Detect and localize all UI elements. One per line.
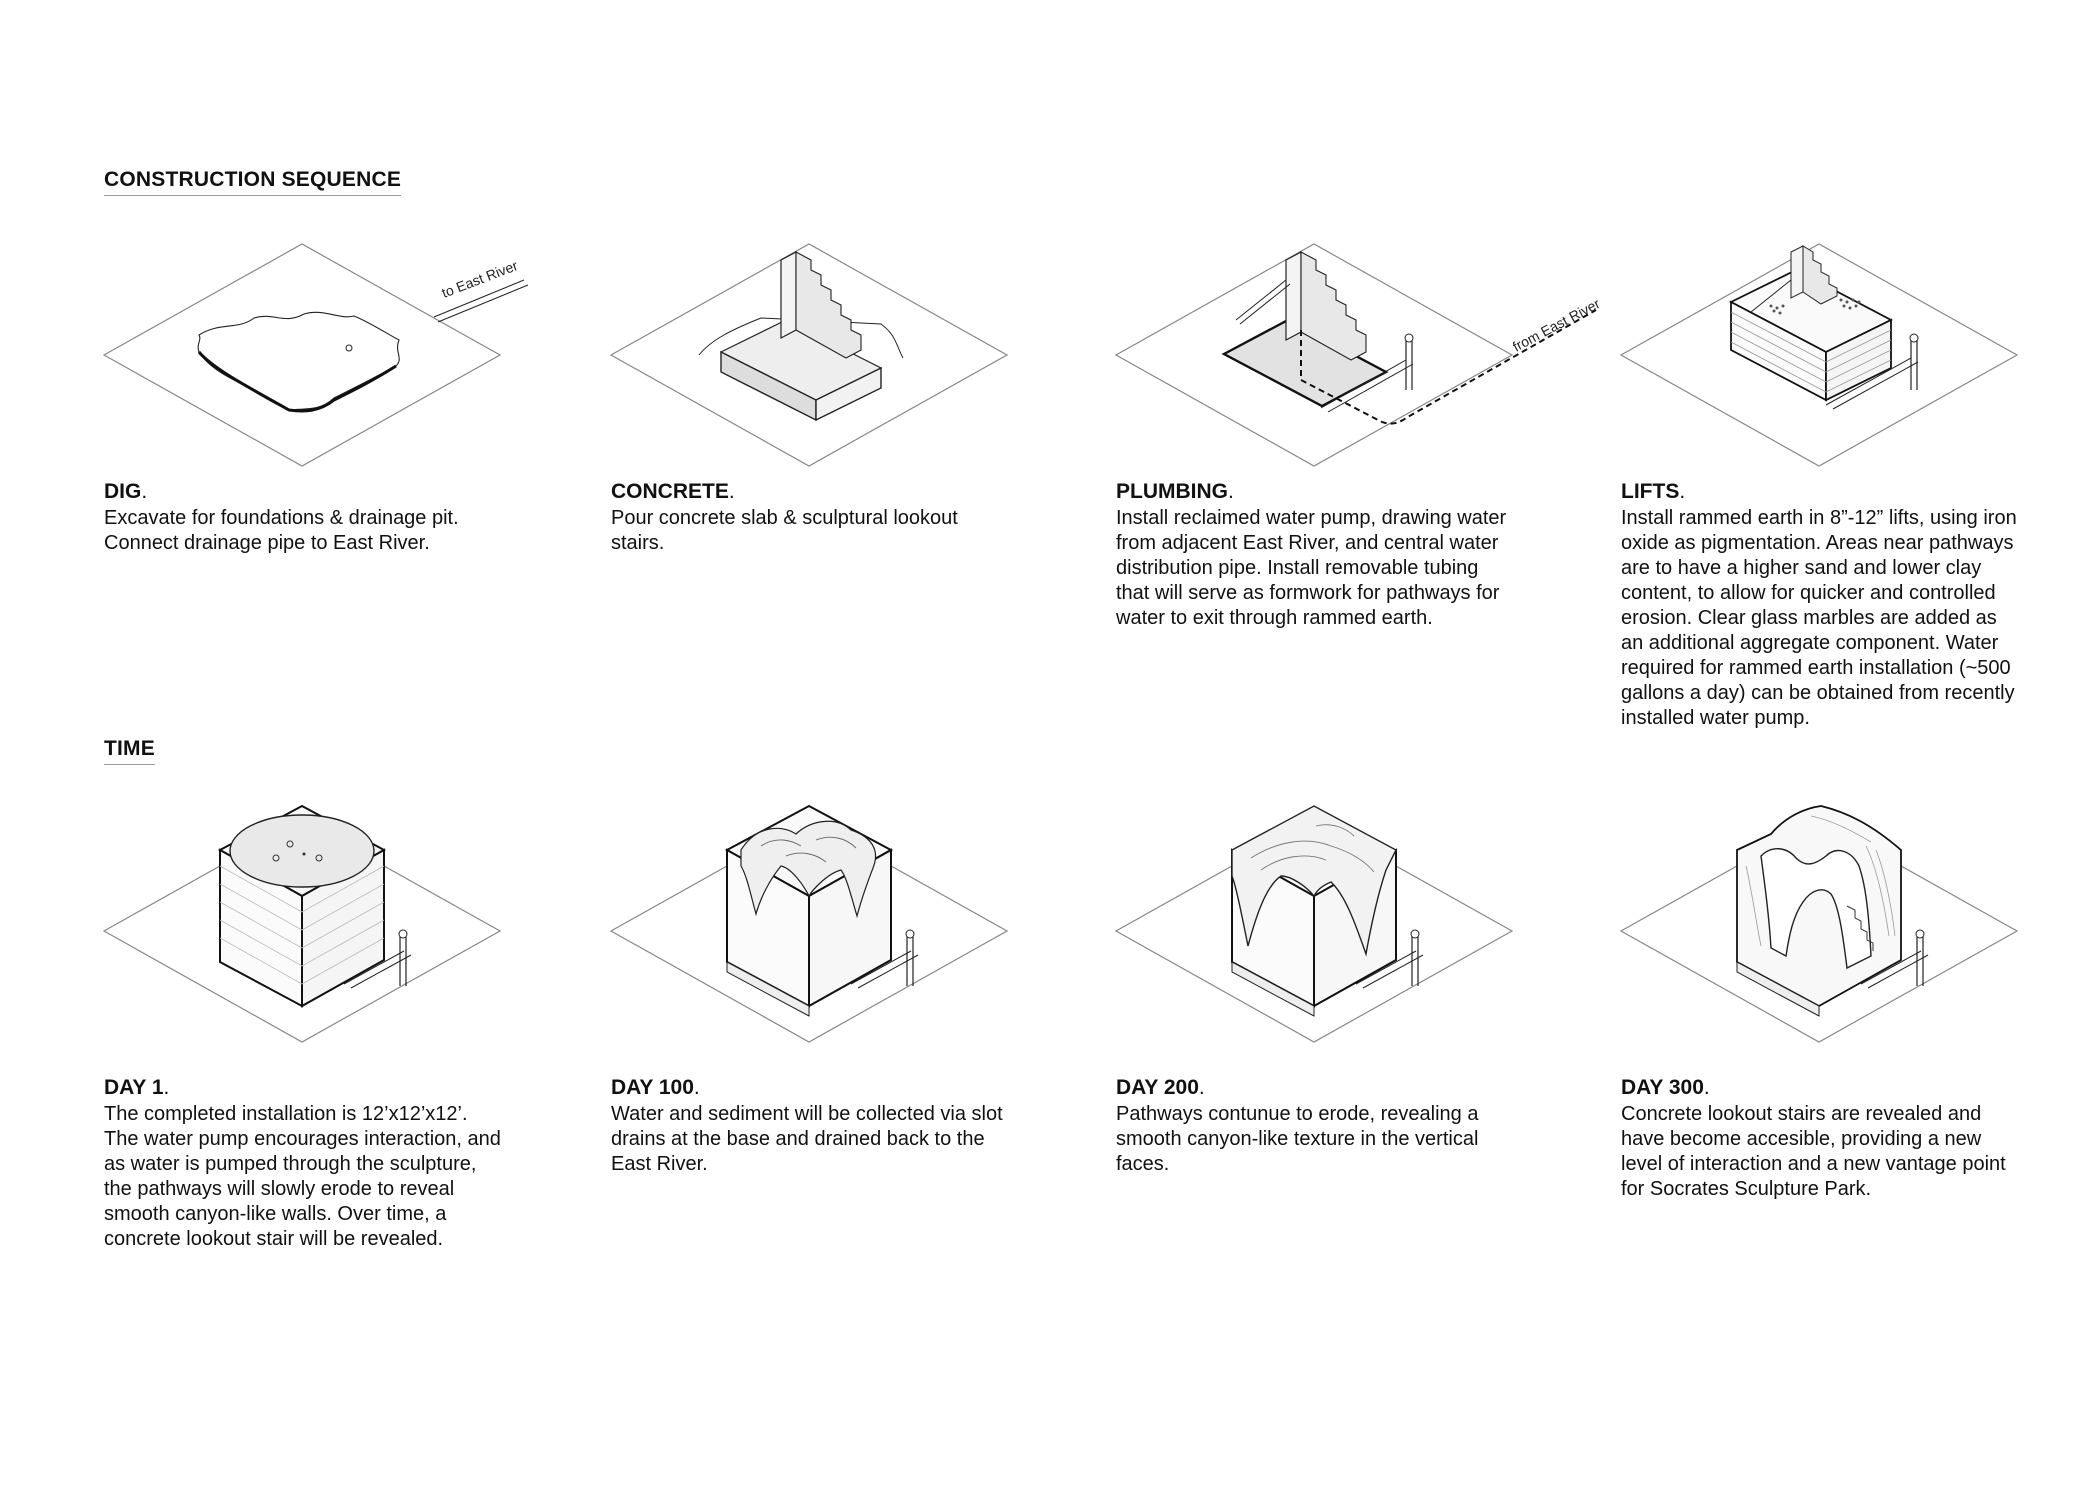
- day-1-stage: DAY 1. The completed installation is 12’x12’x12’. The water pump encourages interaction, and as water is pumped through the sculpture, the pathways will slowly erode to reveal smooth canyon-like walls. Over time, a concrete lookout stair will be revealed.: [104, 806, 534, 1286]
- day-100-stage: DAY 100. Water and sediment will be collected via slot drains at the base and drained back to the East River.: [611, 806, 1041, 1206]
- day-200-title: DAY 200: [1116, 1076, 1199, 1099]
- day-200-description: Pathways contunue to erode, revealing a smooth canyon-like texture in the vertical faces.: [1116, 1103, 1479, 1175]
- lifts-title: LIFTS: [1621, 480, 1680, 503]
- construction-sequence-heading: CONSTRUCTION SEQUENCE: [104, 168, 401, 196]
- dig-step: to East River DIG. Excavate for foundations & drainage pit. Connect drainage pipe to East River.: [104, 240, 534, 570]
- time-heading: TIME: [104, 737, 155, 765]
- lifts-step: LIFTS. Install rammed earth in 8”-12” lifts, using iron oxide as pigmentation. Areas near pathways are to have a higher sand and lower clay content, to allow for quicker and controlled erosion. Clear glass marbles are added as an additional aggregate component. Water required for rammed earth installation (~500 gallons a day) can be obtained from recently installed water pump.: [1621, 240, 2051, 760]
- day-1-description: The completed installation is 12’x12’x12’. The water pump encourages interaction, and as water is pumped through the sculpture, the pathways will slowly erode to reveal smooth canyon-like walls. Over time, a concrete lookout stair will be revealed.: [104, 1103, 501, 1250]
- day-200-erosion-diagram: [1116, 806, 1516, 1076]
- to-east-river-label: to East River: [439, 257, 520, 301]
- plumbing-step: from East River PLUMBING. Install reclaimed water pump, drawing water from adjacent East River, and central water distribution pipe. Install removable tubing that will serve as formwork for pathways for water to exit through rammed earth.: [1116, 240, 1546, 660]
- day-100-erosion-diagram: [611, 806, 1011, 1076]
- concrete-step: CONCRETE. Pour concrete slab & sculptural lookout stairs.: [611, 240, 1041, 570]
- day-1-title: DAY 1: [104, 1076, 164, 1099]
- day-300-stage: DAY 300. Concrete lookout stairs are revealed and have become accesible, providing a new level of interaction and a new vantage point for Socrates Sculpture Park.: [1621, 806, 2051, 1226]
- concrete-description: Pour concrete slab & sculptural lookout stairs.: [611, 507, 958, 554]
- dig-description: Excavate for foundations & drainage pit. Connect drainage pipe to East River.: [104, 507, 459, 554]
- rammed-earth-lifts-diagram: [1621, 240, 2021, 480]
- day-200-stage: DAY 200. Pathways contunue to erode, revealing a smooth canyon-like texture in the vertical faces.: [1116, 806, 1546, 1206]
- day-100-description: Water and sediment will be collected via slot drains at the base and drained back to the East River.: [611, 1103, 1003, 1175]
- day-300-erosion-diagram: [1621, 806, 2021, 1076]
- day-1-cube-diagram: [104, 806, 504, 1076]
- concrete-title: CONCRETE: [611, 480, 729, 503]
- concrete-stairs-diagram: [611, 240, 1011, 480]
- plumbing-description: Install reclaimed water pump, drawing water from adjacent East River, and central water distribution pipe. Install removable tubing that will serve as formwork for pathways for water to exit through rammed earth.: [1116, 507, 1507, 629]
- dig-title: DIG: [104, 480, 142, 503]
- day-300-title: DAY 300: [1621, 1076, 1704, 1099]
- lifts-description: Install rammed earth in 8”-12” lifts, using iron oxide as pigmentation. Areas near pathways are to have a higher sand and lower clay content, to allow for quicker and controlled erosion. Clear glass marbles are added as an additional aggregate component. Water required for rammed earth installation (~500 gallons a day) can be obtained from recently installed water pump.: [1621, 507, 2017, 729]
- day-300-description: Concrete lookout stairs are revealed and have become accesible, providing a new level of interaction and a new vantage point for Socrates Sculpture Park.: [1621, 1103, 2006, 1200]
- excavation-diagram: [104, 240, 520, 480]
- plumbing-title: PLUMBING: [1116, 480, 1228, 503]
- from-east-river-label: from East River: [1509, 295, 1603, 355]
- day-100-title: DAY 100: [611, 1076, 694, 1099]
